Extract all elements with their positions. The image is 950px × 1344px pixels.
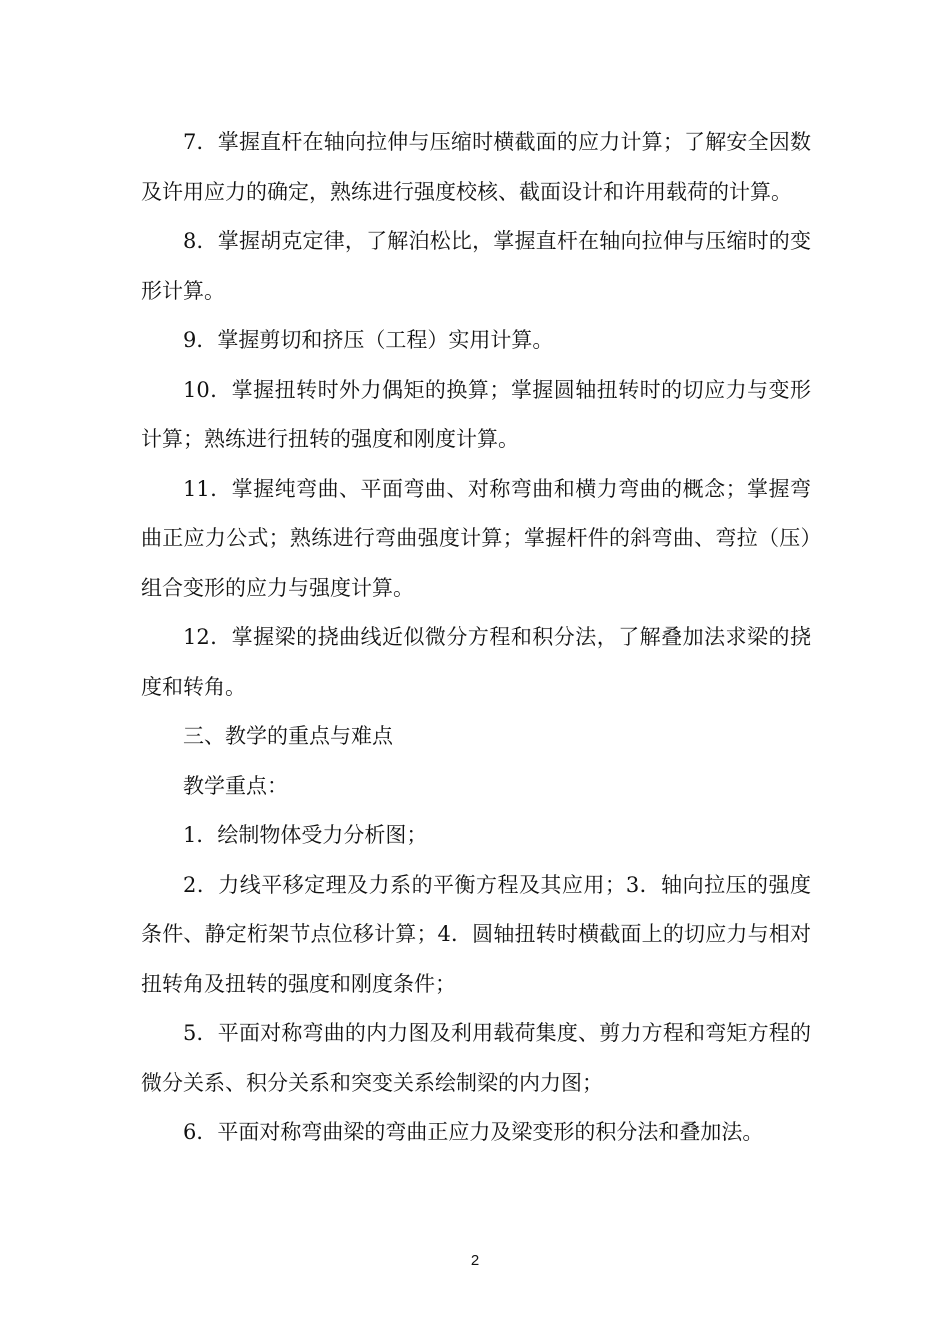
document-body — [141, 118, 811, 1158]
key-point-1: 1．绘制物体受力分析图； — [183, 823, 428, 847]
paragraph-item-9: 9．掌握剪切和挤压（工程）实用计算。 — [183, 328, 554, 352]
paragraph-item-7: 7．掌握直杆在轴向拉伸与压缩时横截面的应力计算；了解安全因数及许用应力的确定，熟练进行强度校核、截面设计和许用载荷的计算。 — [141, 130, 811, 204]
paragraph-item-8: 8．掌握胡克定律，了解泊松比，掌握直杆在轴向拉伸与压缩时的变形计算。 — [141, 229, 811, 303]
key-point-2-3-4: 2．力线平移定理及力系的平衡方程及其应用；3．轴向拉压的强度条件、静定桁架节点位移计算；4．圆轴扭转时横截面上的切应力与相对扭转角及扭转的强度和刚度条件； — [141, 872, 811, 996]
paragraph-item-12: 12．掌握梁的挠曲线近似微分方程和积分法，了解叠加法求梁的挠度和转角。 — [141, 625, 811, 699]
key-point-6: 6．平面对称弯曲梁的弯曲正应力及梁变形的积分法和叠加法。 — [183, 1120, 764, 1144]
key-point-5: 5．平面对称弯曲的内力图及利用载荷集度、剪力方程和弯矩方程的微分关系、积分关系和突变关系绘制梁的内力图； — [141, 1021, 811, 1095]
paragraph-item-11: 11．掌握纯弯曲、平面弯曲、对称弯曲和横力弯曲的概念；掌握弯曲正应力公式；熟练进行弯曲强度计算；掌握杆件的斜弯曲、弯拉（压）组合变形的应力与强度计算。 — [141, 476, 811, 600]
section-heading: 三、教学的重点与难点 — [183, 724, 393, 748]
page-number: 2 — [470, 1252, 480, 1269]
subsection-label: 教学重点： — [183, 773, 288, 798]
paragraph-item-10: 10．掌握扭转时外力偶矩的换算；掌握圆轴扭转时的切应力与变形计算；熟练进行扭转的强度和刚度计算。 — [141, 377, 811, 451]
